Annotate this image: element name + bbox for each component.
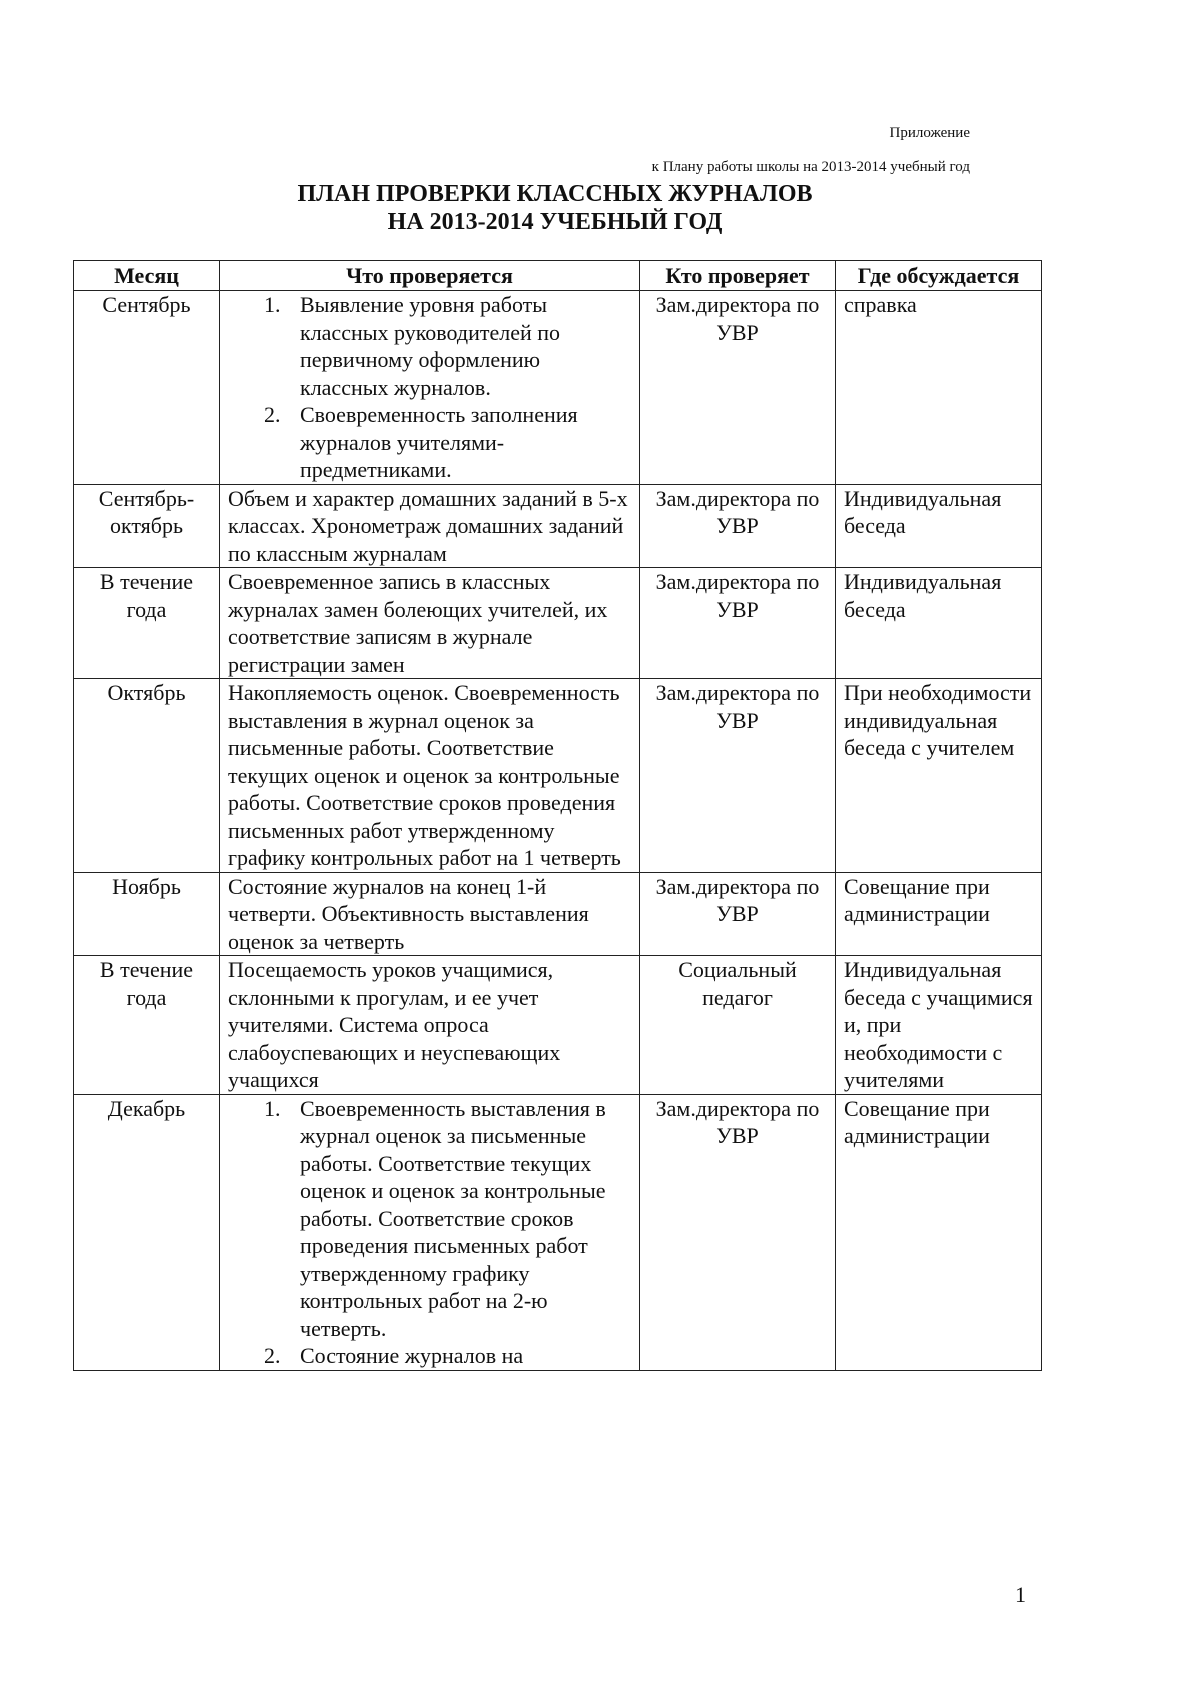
cell-month: Сентябрь (74, 291, 220, 485)
header-month: Месяц (74, 261, 220, 291)
cell-who: Социальный педагог (640, 956, 836, 1095)
table-row (74, 956, 1042, 1095)
table-row (74, 1094, 1042, 1370)
list-item-text: Состояние журналов на (300, 1343, 524, 1368)
cell-who: Зам.директора по УВР (640, 568, 836, 679)
header-who: Кто проверяет (640, 261, 836, 291)
list-item: 2. Своевременность заполнения журналов учителями-предметниками. (264, 402, 578, 482)
checklist (228, 1095, 631, 1370)
cell-what (220, 291, 640, 485)
cell-where: Совещание при администрации (836, 1094, 1042, 1370)
cell-who: Зам.директора по УВР (640, 872, 836, 956)
list-item-text: Выявление уровня работы классных руководителей по первичному оформлению классных журналов. (300, 292, 561, 400)
cell-who: Зам.директора по УВР (640, 679, 836, 873)
cell-who: Зам.директора по УВР (640, 484, 836, 568)
cell-what: Состояние журналов на конец 1-й четверти. Объективность выставления оценок за четверть (220, 872, 640, 956)
cell-what: Посещаемость уроков учащимися, склонными к прогулам, и ее учет учителями. Система опроса слабоуспевающих и неуспевающих учащихся (220, 956, 640, 1095)
appendix-subtitle: к Плану работы школы на 2013-2014 учебный год (651, 159, 970, 175)
list-item-text: Своевременность выставления в журнал оценок за письменные работы. Соответствие текущих оценок и оценок за контрольные работы. Соответствие сроков проведения письменных работ утвержденному графику контрольных работ на 2-ю четверть. (300, 1095, 606, 1341)
cell-who: Зам.директора по УВР (640, 1094, 836, 1370)
title-line-2: НА 2013-2014 УЧЕБНЫЙ ГОД (387, 209, 723, 235)
check-plan-table (73, 260, 1042, 1371)
cell-where: справка (836, 291, 1042, 485)
table-row (74, 568, 1042, 679)
cell-what: Своевременное запись в классных журналах замен болеющих учителей, их соответствие записям в журнале регистрации замен (220, 568, 640, 679)
list-item: 1. Выявление уровня работы классных руководителей по первичному оформлению классных журналов. (264, 292, 561, 400)
cell-where: Индивидуальная беседа (836, 568, 1042, 679)
cell-month: В течение года (74, 568, 220, 679)
list-item: 1. Своевременность выставления в журнал оценок за письменные работы. Соответствие текущих оценок и оценок за контрольные работы. Соответствие сроков проведения письменных работ утвержденному графику контрольных работ на 2-ю четверть. (264, 1095, 606, 1341)
cell-what: Накопляемость оценок. Своевременность выставления в журнал оценок за письменные работы. Соответствие текущих оценок и оценок за контрольные работы. Соответствие сроков проведения письменных работ утвержденному графику контрольных работ на 1 четверть (220, 679, 640, 873)
list-item-text: Своевременность заполнения журналов учителями-предметниками. (300, 402, 578, 482)
cell-month: Декабрь (74, 1094, 220, 1370)
cell-what (220, 1094, 640, 1370)
cell-month: В течение года (74, 956, 220, 1095)
cell-month: Ноябрь (74, 872, 220, 956)
table-header-row (74, 261, 1042, 291)
table-row (74, 872, 1042, 956)
table-row (74, 484, 1042, 568)
cell-where: При необходимости индивидуальная беседа с учителем (836, 679, 1042, 873)
header-what: Что проверяется (220, 261, 640, 291)
list-item: 2. Состояние журналов на (264, 1343, 524, 1368)
checklist (228, 291, 631, 484)
cell-where: Совещание при администрации (836, 872, 1042, 956)
page-number: 1 (1015, 1582, 1026, 1607)
cell-who: Зам.директора по УВР (640, 291, 836, 485)
cell-month: Сентябрь-октябрь (74, 484, 220, 568)
table-row (74, 291, 1042, 485)
cell-month: Октябрь (74, 679, 220, 873)
cell-what: Объем и характер домашних заданий в 5-х классах. Хронометраж домашних заданий по классным журналам (220, 484, 640, 568)
cell-where: Индивидуальная беседа с учащимися и, при необходимости с учителями (836, 956, 1042, 1095)
title-line-1: ПЛАН ПРОВЕРКИ КЛАССНЫХ ЖУРНАЛОВ (297, 181, 813, 207)
table-row (74, 679, 1042, 873)
document-title (0, 180, 1110, 236)
appendix-label: Приложение (889, 125, 970, 141)
cell-where: Индивидуальная беседа (836, 484, 1042, 568)
header-where: Где обсуждается (836, 261, 1042, 291)
